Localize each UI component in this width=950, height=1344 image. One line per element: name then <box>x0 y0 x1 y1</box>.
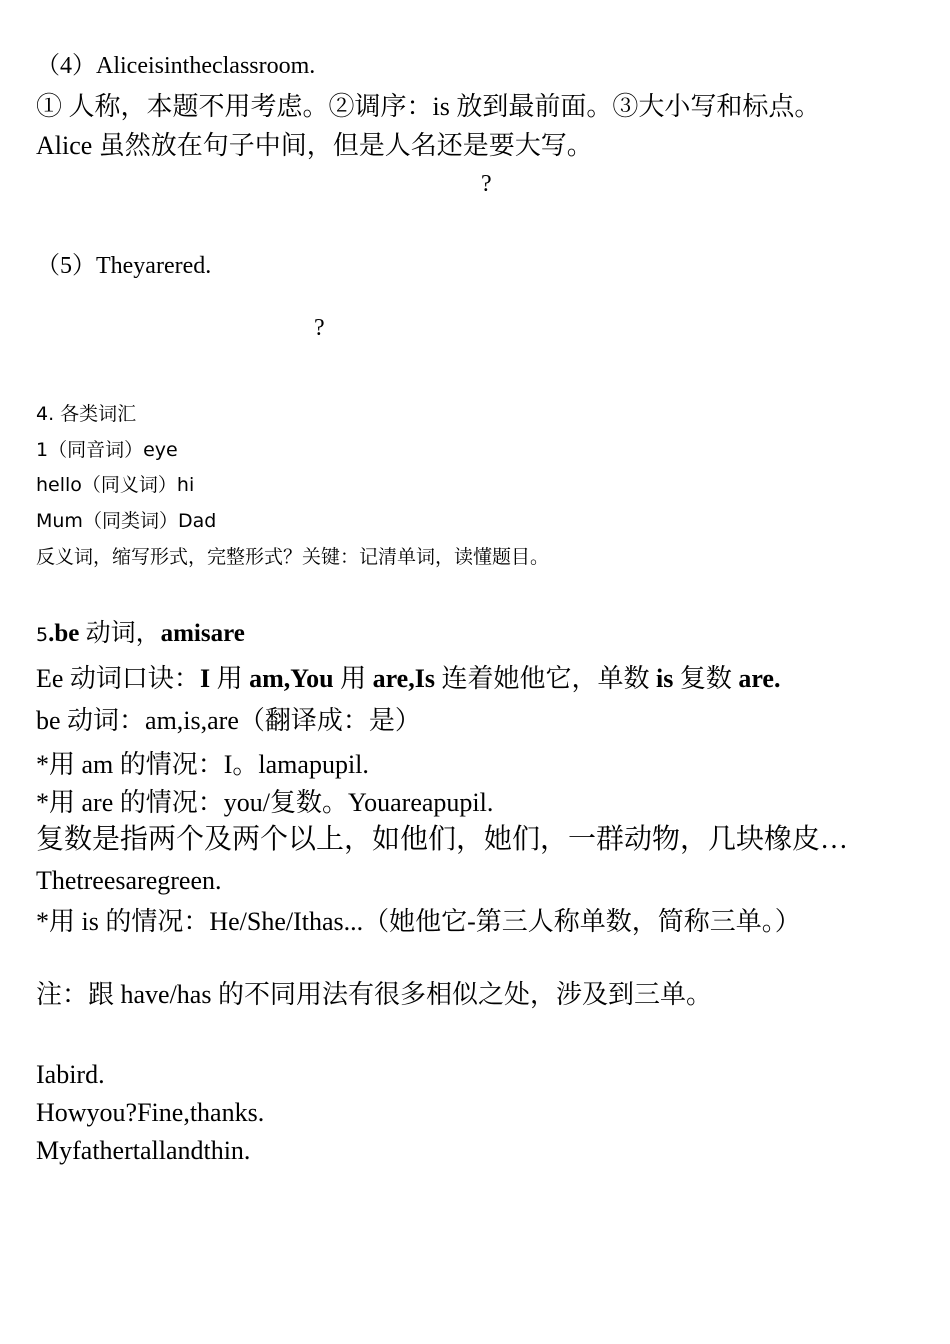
vocab-item-same-category: Mum（同类词）Dad <box>36 510 217 532</box>
rhyme-bold-are: are. <box>738 664 781 693</box>
question-5-answer-blank: ? <box>314 315 325 341</box>
be-verb-heading <box>36 621 245 646</box>
rhyme-text-2: 用 <box>333 664 373 693</box>
are-usage: *用 are 的情况：you/复数。Youareapupil. <box>36 788 494 817</box>
rhyme-text-4: 复数 <box>673 664 739 693</box>
am-usage: *用 am 的情况：I。lamapupil. <box>36 750 369 779</box>
vocab-item-homophone: 1（同音词）eye <box>36 439 178 461</box>
rhyme-bold-am-you: am,You <box>249 664 334 693</box>
rhyme-bold-are-is: are,Is <box>372 664 435 693</box>
rhyme-bold-i: I <box>199 664 211 693</box>
is-usage: *用 is 的情况：He/She/Ithas...（她他它-第三人称单数，简称三单。） <box>36 907 801 936</box>
plural-note: 复数是指两个及两个以上，如他们，她们，一群动物，几块橡皮… <box>36 824 849 855</box>
question-4-title: （4）Aliceisintheclassroom. <box>36 53 316 79</box>
be-heading-number: 5 <box>36 624 49 646</box>
vocab-heading: 4. 各类词汇 <box>36 403 137 425</box>
rhyme-text-3: 连着她他它，单数 <box>434 664 656 693</box>
be-heading-bold-1: .be <box>48 620 80 647</box>
have-has-note: 注：跟 have/has 的不同用法有很多相似之处，涉及到三单。 <box>36 980 712 1009</box>
question-4-explanation-line1: ① 人称，本题不用考虑。②调序：is 放到最前面。③大小写和标点。 <box>36 92 821 121</box>
exercise-line-2: Howyou?Fine,thanks. <box>36 1098 265 1127</box>
rhyme-bold-is: is <box>655 664 674 693</box>
exercise-line-1: Iabird. <box>36 1060 105 1089</box>
be-verb-rhyme <box>36 666 780 692</box>
vocab-item-synonym: hello（同义词）hi <box>36 474 195 496</box>
question-4-answer-blank: ? <box>481 171 492 197</box>
be-verb-definition: be 动词：am,is,are（翻译成：是） <box>36 706 421 735</box>
be-heading-mid: 动词， <box>79 620 161 647</box>
exercise-line-3: Myfathertallandthin. <box>36 1136 251 1165</box>
question-5-title: （5）Theyarered. <box>36 253 212 279</box>
vocab-item-key-note: 反义词，缩写形式，完整形式？关键：记清单词，读懂题目。 <box>36 546 550 568</box>
plural-example: Thetreesaregreen. <box>36 866 222 895</box>
be-heading-bold-2: amisare <box>160 620 245 647</box>
rhyme-prefix: Ee 动词口诀： <box>36 664 200 693</box>
question-4-explanation-line2: Alice 虽然放在句子中间，但是人名还是要大写。 <box>36 131 593 160</box>
rhyme-text-1: 用 <box>210 664 250 693</box>
